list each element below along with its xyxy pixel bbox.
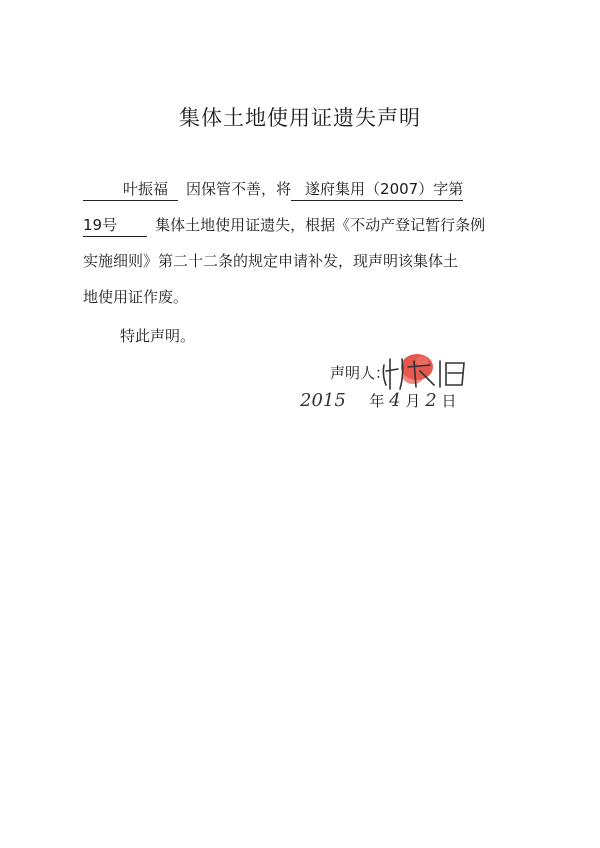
body-line-3: 实施细则》第二十二条的规定申请补发，现声明该集体土 bbox=[83, 252, 459, 270]
date-month: 4 bbox=[389, 390, 401, 411]
body-line-2 bbox=[83, 214, 485, 237]
date-year-label: 年 bbox=[369, 392, 385, 410]
date-day: 2 bbox=[425, 390, 437, 411]
signature-seal-image bbox=[280, 345, 510, 425]
date-year: 2015 bbox=[300, 390, 346, 411]
declarant-label: 声明人： bbox=[330, 364, 391, 382]
date-month-label: 月 bbox=[405, 392, 421, 410]
cert-number-fill-1: 遂府集用（2007）字第 bbox=[291, 178, 463, 201]
page-title: 集体土地使用证遗失声明 bbox=[179, 106, 421, 130]
body-text-b: 集体土地使用证遗失，根据《不动产登记暂行条例 bbox=[155, 216, 486, 234]
body-text-a: 因保管不善，将 bbox=[186, 180, 292, 198]
closing-text: 特此声明。 bbox=[120, 327, 196, 345]
date-line bbox=[300, 390, 456, 411]
cert-number-fill-2: 19号 bbox=[83, 214, 147, 237]
body-line-4: 地使用证作废。 bbox=[83, 288, 189, 306]
body-line-1 bbox=[83, 178, 463, 201]
name-fill: 叶振福 bbox=[83, 178, 178, 201]
date-day-label: 日 bbox=[441, 392, 457, 410]
